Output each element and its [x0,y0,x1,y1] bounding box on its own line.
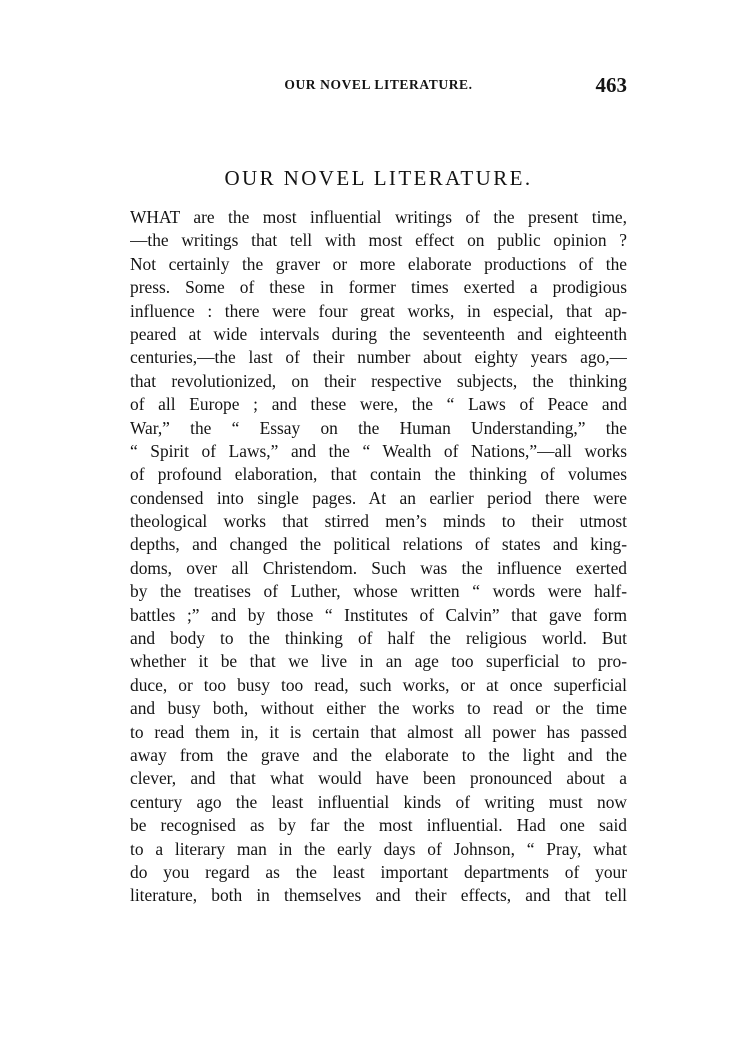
body-line: away from the grave and the elaborate to the light and the [130,744,627,765]
body-line: condensed into single pages. At an earlier period there were [130,487,627,508]
body-line: clever, and that what would have been pronounced about a [130,768,627,789]
body-line: and body to the thinking of half the religious world. But [130,628,627,649]
body-line: Not certainly the graver or more elaborate productions of the [130,253,627,274]
body-line: centuries,—the last of their number about eighty years ago,— [130,347,627,368]
body-line: whether it be that we live in an age too superficial to pro- [130,651,627,672]
body-line: by the treatises of Luther, whose written “ words were half- [130,581,627,602]
article-body [130,206,627,908]
body-line: be recognised as by far the most influential. Had one said [130,815,627,836]
body-line: and busy both, without either the works to read or the time [130,698,627,719]
body-line: peared at wide intervals during the seventeenth and eighteenth [130,323,627,344]
body-line: to a literary man in the early days of Johnson, “ Pray, what [130,838,627,859]
body-line: doms, over all Christendom. Such was the influence exerted [130,557,627,578]
body-line: battles ;” and by those “ Institutes of Calvin” that gave form [130,604,627,625]
body-line: theological works that stirred men’s minds to their utmost [130,511,627,532]
body-line: WHAT are the most influential writings of the present time, [130,207,627,227]
running-title: OUR NOVEL LITERATURE. [284,77,473,92]
body-line: century ago the least influential kinds of writing must now [130,791,627,812]
body-line: of profound elaboration, that contain the thinking of volumes [130,464,627,485]
body-line: War,” the “ Essay on the Human Understanding,” the [130,417,627,438]
body-line: —the writings that tell with most effect on public opinion ? [130,230,627,251]
running-head [130,75,627,99]
body-line: press. Some of these in former times exerted a prodigious [130,277,627,298]
body-line: duce, or too busy too read, such works, or at once superficial [130,674,627,695]
page-number: 463 [595,73,627,97]
body-line: do you regard as the least important departments of your [130,861,627,882]
body-line: that revolutionized, on their respective subjects, the thinking [130,370,627,391]
body-line: to read them in, it is certain that almost all power has passed [130,721,627,742]
body-line: “ Spirit of Laws,” and the “ Wealth of Nations,”—all works [130,440,627,461]
body-line: influence : there were four great works, in especial, that ap- [130,300,627,321]
article-title: OUR NOVEL LITERATURE. [224,166,533,190]
body-line: depths, and changed the political relations of states and king- [130,534,627,555]
body-line: of all Europe ; and these were, the “ Laws of Peace and [130,394,627,415]
body-line: literature, both in themselves and their effects, and that tell [130,885,627,906]
